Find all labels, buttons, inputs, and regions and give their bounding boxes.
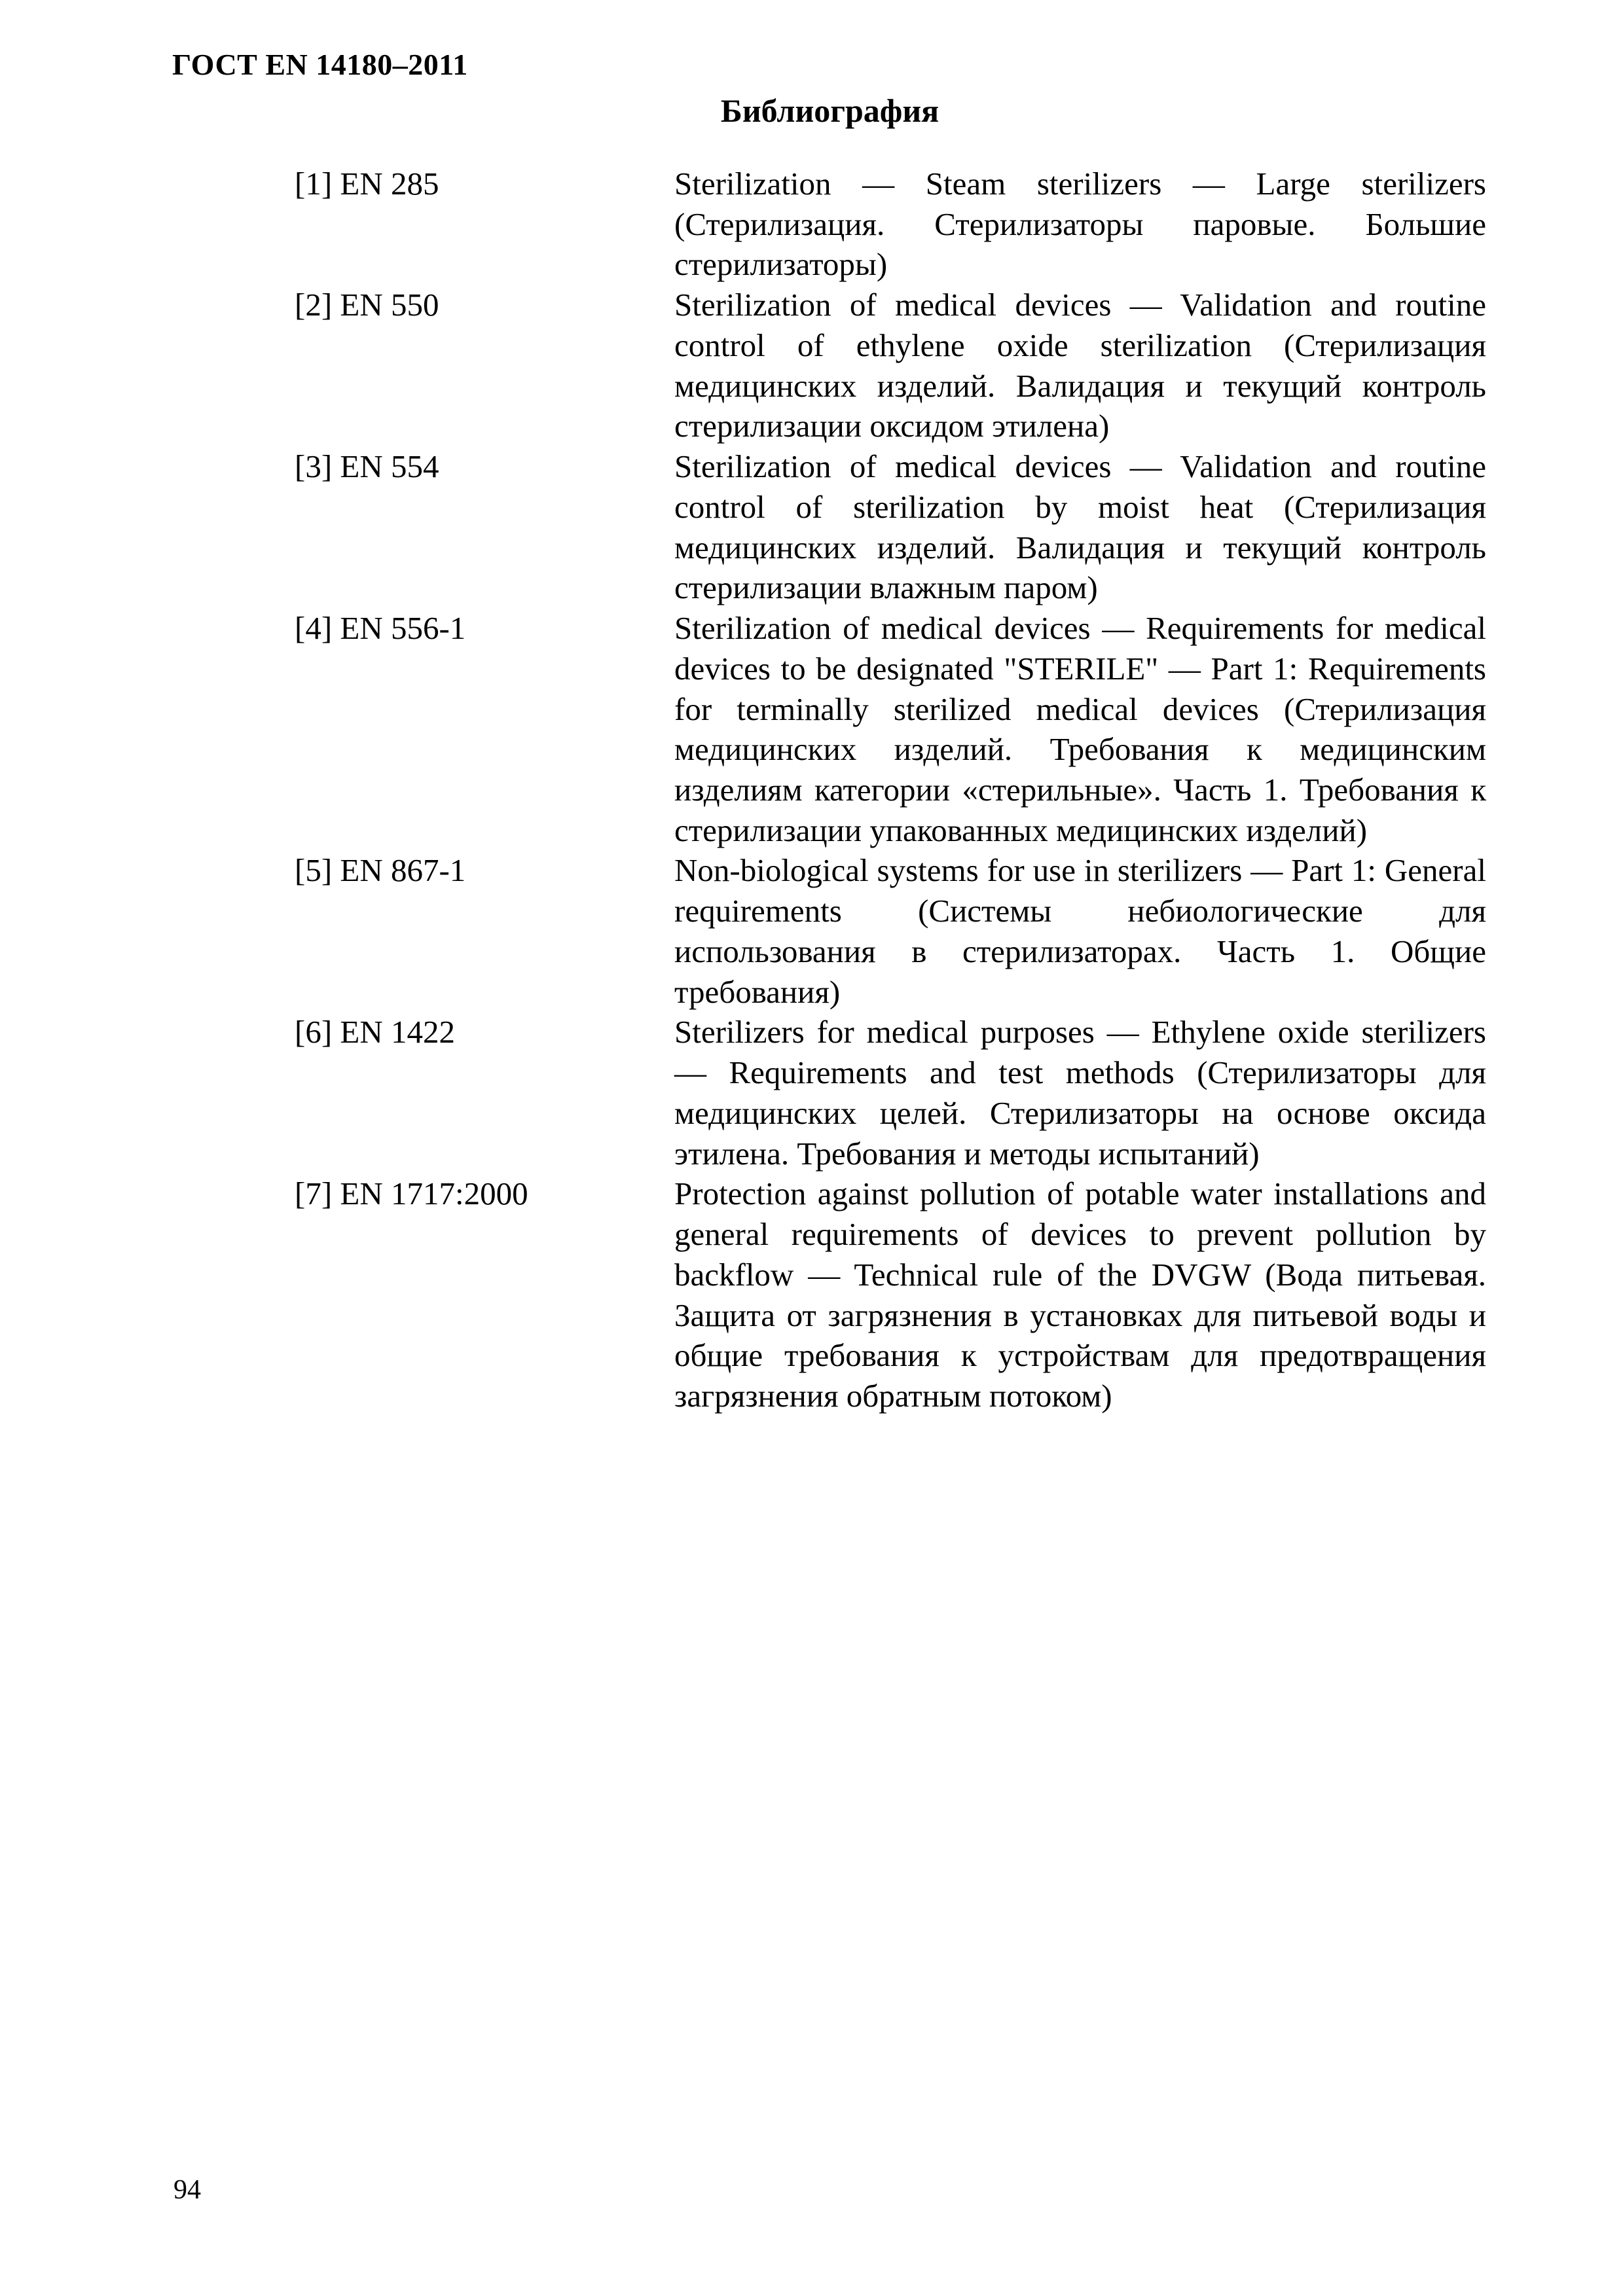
entry-label: [1] EN 285 xyxy=(295,166,439,202)
page-number: 94 xyxy=(173,2175,201,2205)
entry-text: Sterilizers for medical purposes — Ethylene oxide sterilizers — Requirements and test methods (Стерилизаторы для медицинских целей. Стерилизаторы на основе оксида этилена. Требования и методы испытаний) xyxy=(674,1014,1486,1172)
entry-label: [3] EN 554 xyxy=(295,448,439,485)
entry-text: Sterilization of medical devices — Requirements for medical devices to be designated "STERILE" — Part 1: Requirements for terminally sterilized medical devices (Стерилизация медицинских изделий. Требования к медицинским изделиям категории «стерильные». Часть 1. Требования к стерилизации упакованных медицинских изделий) xyxy=(674,610,1486,848)
bibliography-entry xyxy=(173,1174,1486,1416)
entry-label: [2] EN 550 xyxy=(295,287,439,323)
bibliography-entry xyxy=(173,164,1486,285)
entry-text: Non-biological systems for use in sterilizers — Part 1: General requirements (Системы небиологические для использования в стерилизаторах. Часть 1. Общие требования) xyxy=(674,852,1486,1010)
entry-label: [4] EN 556-1 xyxy=(295,610,466,647)
bibliography-title: Библиография xyxy=(720,92,939,129)
entry-label: [5] EN 867-1 xyxy=(295,852,466,889)
entry-label: [6] EN 1422 xyxy=(295,1014,455,1050)
bibliography-entry xyxy=(173,285,1486,446)
bibliography-entry xyxy=(173,446,1486,608)
bibliography-entry xyxy=(173,608,1486,850)
entry-text: Sterilization of medical devices — Validation and routine control of sterilization by moist heat (Стерилизация медицинских изделий. Валидация и текущий контроль стерилизации влажным паром) xyxy=(674,448,1486,606)
entry-text: Sterilization — Steam sterilizers — Large sterilizers (Стерилизация. Стерилизаторы паровые. Большие стерилизаторы) xyxy=(674,166,1486,283)
entry-text: Sterilization of medical devices — Validation and routine control of ethylene oxide sterilization (Стерилизация медицинских изделий. Валидация и текущий контроль стерилизации оксидом этилена) xyxy=(674,287,1486,444)
bibliography-entry xyxy=(173,1012,1486,1174)
entry-text: Protection against pollution of potable water installations and general requirements of devices to prevent pollution by backflow — Technical rule of the DVGW (Вода питьевая. Защита от загрязнения в установках для питьевой воды и общие требования к устройствам для предотвращения загрязнения обратным потоком) xyxy=(674,1175,1486,1414)
document-body xyxy=(173,92,1486,1416)
bibliography-list xyxy=(173,164,1486,1416)
bibliography-entry xyxy=(173,850,1486,1012)
entry-label: [7] EN 1717:2000 xyxy=(295,1175,528,1212)
document-header: ГОСТ EN 14180–2011 xyxy=(172,48,468,81)
